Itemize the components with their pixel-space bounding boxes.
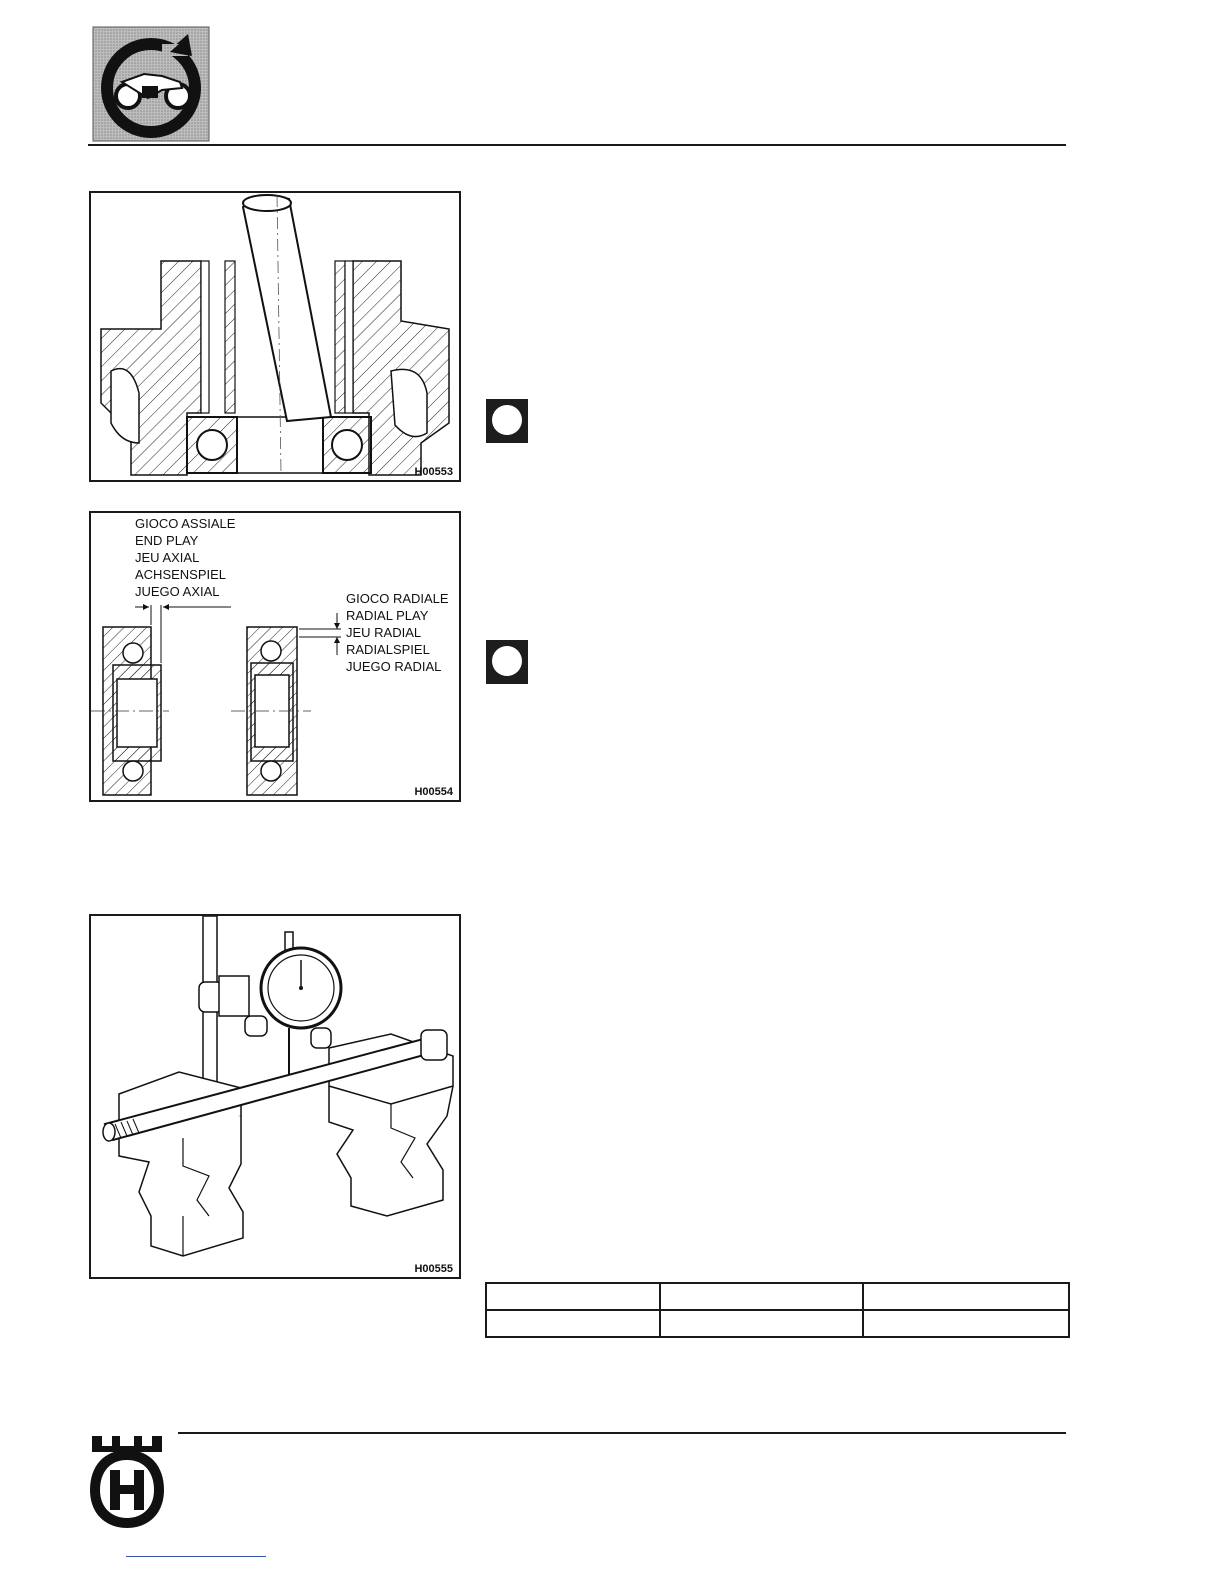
- table-cell: [863, 1310, 1069, 1337]
- end-play-label-fr: JEU AXIAL: [135, 550, 200, 565]
- table-row: [486, 1283, 1069, 1310]
- footer-rule: [178, 1432, 1066, 1434]
- footer-link-underline: [126, 1556, 266, 1557]
- radial-play-label-it: GIOCO RADIALE: [346, 591, 449, 606]
- header-rule: [88, 144, 1066, 146]
- radial-play-label-en: RADIAL PLAY: [346, 608, 429, 623]
- table-cell: [660, 1310, 863, 1337]
- figure-code: H00553: [414, 466, 453, 478]
- table-cell: [660, 1283, 863, 1310]
- husqvarna-logo-icon: [86, 1432, 168, 1530]
- spec-table: [485, 1282, 1070, 1338]
- table-cell: [863, 1283, 1069, 1310]
- figure-bearing-removal: [89, 191, 461, 482]
- shaft-runout-drawing: [91, 916, 459, 1277]
- end-play-label-it: GIOCO ASSIALE: [135, 516, 236, 531]
- radial-play-label-fr: JEU RADIAL: [346, 625, 422, 640]
- table-cell: [486, 1310, 660, 1337]
- radial-play-label-de: RADIALSPIEL: [346, 642, 430, 657]
- end-play-label-en: END PLAY: [135, 533, 199, 548]
- table-row: [486, 1310, 1069, 1337]
- engine-rotation-arrow-icon: [92, 26, 210, 142]
- end-play-label-de: ACHSENSPIEL: [135, 567, 227, 582]
- figure-code: H00555: [414, 1263, 453, 1275]
- table-cell: [486, 1283, 660, 1310]
- bearing-removal-drawing: [91, 193, 459, 480]
- round-bullet-icon: [486, 640, 528, 684]
- round-bullet-icon: [486, 399, 528, 443]
- figure-code: H00554: [414, 786, 453, 798]
- section-logo: [92, 26, 210, 142]
- figure-bearing-play: [89, 511, 461, 802]
- husqvarna-logo: [86, 1432, 168, 1530]
- radial-play-label-es: JUEGO RADIAL: [346, 659, 442, 674]
- end-play-label-es: JUEGO AXIAL: [135, 584, 220, 599]
- figure-shaft-runout: [89, 914, 461, 1279]
